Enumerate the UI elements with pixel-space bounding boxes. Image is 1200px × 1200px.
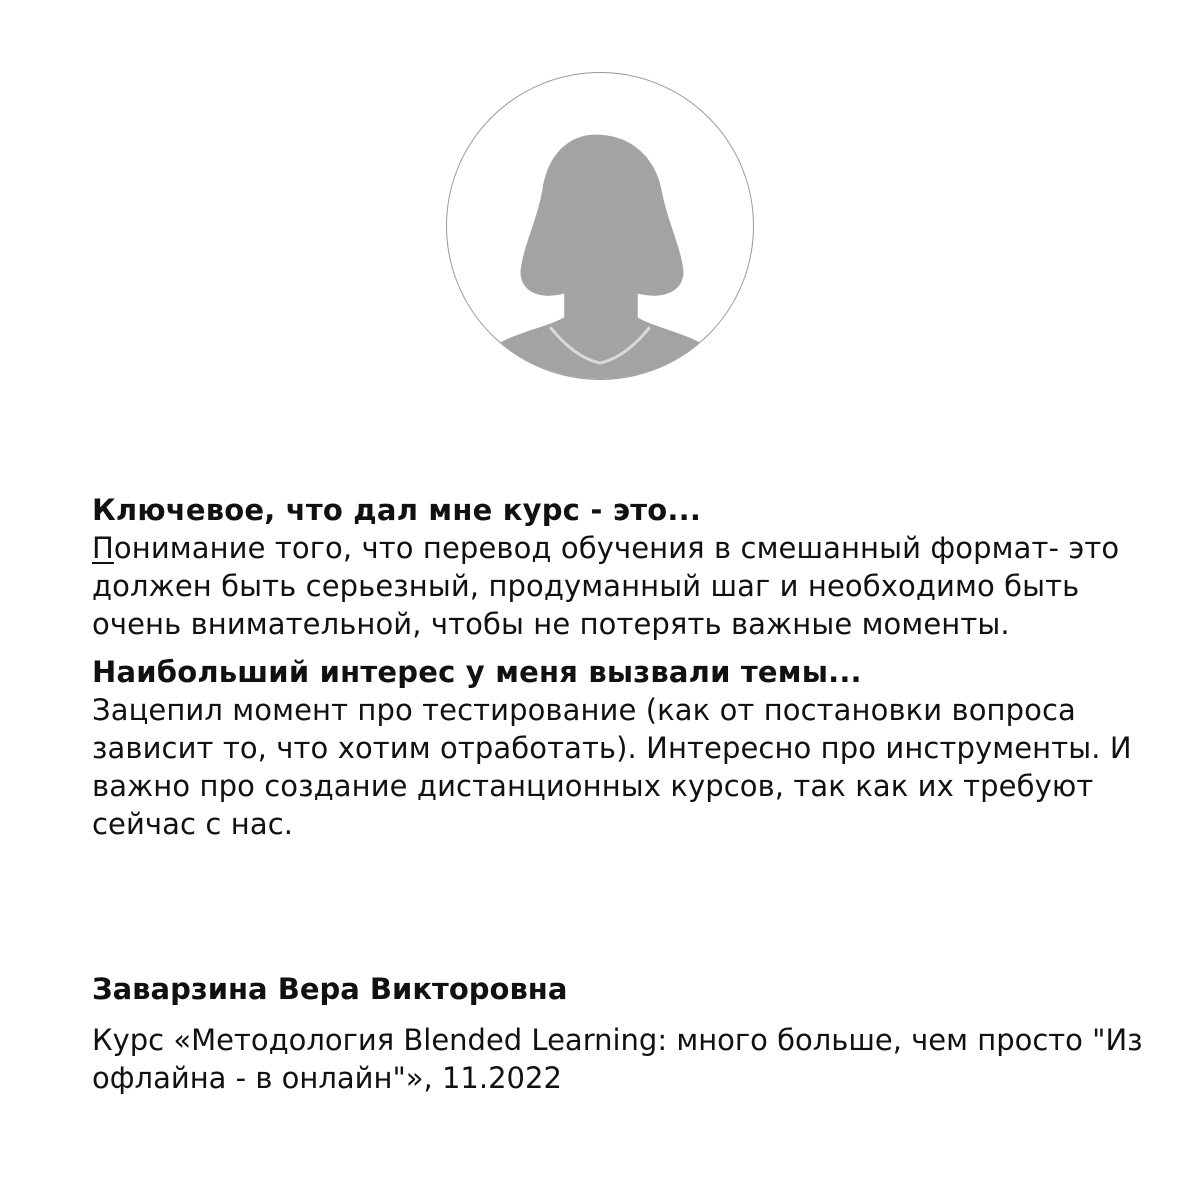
section1-text-rest: онимание того, что перевод обучения в смешанный формат- это должен быть серьезный, продуманный шаг и необходимо быть очень внимательной, чтобы не потерять важные моменты. (92, 531, 1120, 641)
section1-heading: Ключевое, что дал мне курс - это... (92, 493, 702, 527)
person-silhouette-icon (447, 73, 753, 379)
section1-text (92, 529, 1172, 643)
avatar (446, 72, 754, 380)
testimonial-content (92, 491, 1172, 843)
section2-heading: Наибольший интерес у меня вызвали темы... (92, 655, 862, 689)
course-info: Курс «Методология Blended Learning: много больше, чем просто "Из офлайна - в онлайн"», 11.2022 (92, 1023, 1143, 1095)
section2-text: Зацепил момент про тестирование (как от постановки вопроса зависит то, что хотим отработать). Интересно про инструменты. И важно про создание дистанционных курсов, так как их требуют сейчас с нас. (92, 693, 1132, 841)
author-name: Заварзина Вера Викторовна (92, 972, 568, 1006)
section1-first-letter: П (92, 531, 114, 565)
